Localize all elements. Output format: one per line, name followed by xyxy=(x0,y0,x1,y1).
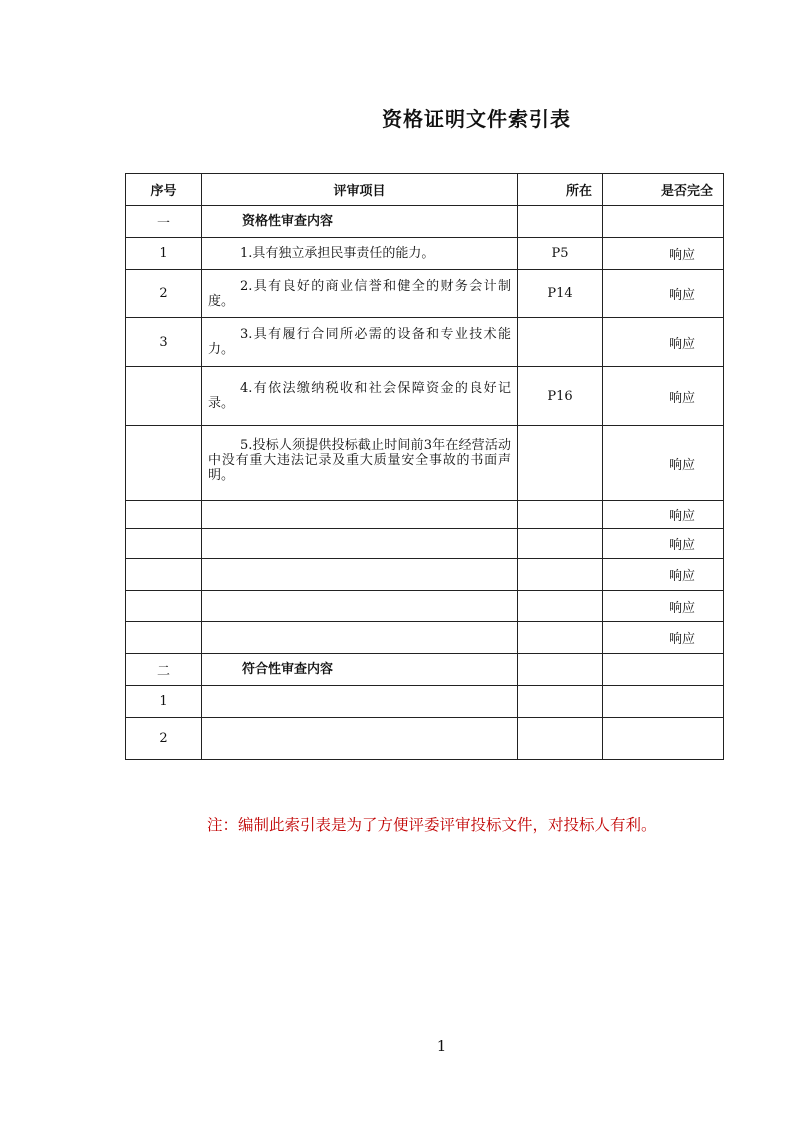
row-location xyxy=(518,686,603,718)
row-num: 1 xyxy=(126,238,202,270)
row-num: 2 xyxy=(126,270,202,318)
header-item: 评审项目 xyxy=(202,174,518,206)
row-item: 5.投标人须提供投标截止时间前3年在经营活动中没有重大违法记录及重大质量安全事故的书面声明。 xyxy=(202,426,518,501)
row-location: P5 xyxy=(518,238,603,270)
row-location xyxy=(518,718,603,760)
row-location xyxy=(518,426,603,501)
row-response: 响应 xyxy=(603,238,724,270)
row-location xyxy=(518,622,603,654)
row-item: 3.具有履行合同所必需的设备和专业技术能力。 xyxy=(202,318,518,367)
row-location xyxy=(518,559,603,591)
table-row xyxy=(126,238,724,270)
row-num xyxy=(126,501,202,529)
page-number: 1 xyxy=(436,1037,447,1055)
row-num xyxy=(126,559,202,591)
row-num xyxy=(126,367,202,426)
row-response: 响应 xyxy=(603,529,724,559)
row-num xyxy=(126,622,202,654)
row-response: 响应 xyxy=(603,559,724,591)
row-item: 1.具有独立承担民事责任的能力。 xyxy=(202,238,518,270)
table-row xyxy=(126,591,724,622)
row-location xyxy=(518,591,603,622)
row-location xyxy=(518,501,603,529)
section-complete xyxy=(603,654,724,686)
footnote: 注：编制此索引表是为了方便评委评审投标文件，对投标人有利。 xyxy=(207,816,657,834)
row-response xyxy=(603,686,724,718)
header-location: 所在 xyxy=(518,174,603,206)
row-location xyxy=(518,529,603,559)
table-row xyxy=(126,686,724,718)
section-row-2 xyxy=(126,654,724,686)
row-item xyxy=(202,686,518,718)
section-row-1 xyxy=(126,206,724,238)
row-response xyxy=(603,718,724,760)
row-response: 响应 xyxy=(603,367,724,426)
row-num: 2 xyxy=(126,718,202,760)
row-num: 1 xyxy=(126,686,202,718)
table-header-row xyxy=(126,174,724,206)
row-response: 响应 xyxy=(603,591,724,622)
header-complete: 是否完全 xyxy=(603,174,724,206)
row-response: 响应 xyxy=(603,501,724,529)
row-item xyxy=(202,591,518,622)
row-response: 响应 xyxy=(603,622,724,654)
section-label: 符合性审查内容 xyxy=(202,654,518,686)
row-item xyxy=(202,529,518,559)
page-title: 资格证明文件索引表 xyxy=(382,107,571,131)
row-response: 响应 xyxy=(603,318,724,367)
table-row xyxy=(126,501,724,529)
table-row xyxy=(126,718,724,760)
table-row xyxy=(126,367,724,426)
section-num: 一 xyxy=(126,206,202,238)
table-row xyxy=(126,318,724,367)
table-row xyxy=(126,622,724,654)
row-response: 响应 xyxy=(603,270,724,318)
row-num xyxy=(126,426,202,501)
section-location xyxy=(518,654,603,686)
table-row xyxy=(126,426,724,501)
row-location xyxy=(518,318,603,367)
row-location: P16 xyxy=(518,367,603,426)
row-item xyxy=(202,622,518,654)
row-item xyxy=(202,559,518,591)
row-item: 2.具有良好的商业信誉和健全的财务会计制度。 xyxy=(202,270,518,318)
section-num: 二 xyxy=(126,654,202,686)
section-location xyxy=(518,206,603,238)
table-row xyxy=(126,529,724,559)
section-complete xyxy=(603,206,724,238)
index-table xyxy=(125,173,724,760)
table-row xyxy=(126,270,724,318)
header-num: 序号 xyxy=(126,174,202,206)
row-num xyxy=(126,529,202,559)
row-location: P14 xyxy=(518,270,603,318)
table-row xyxy=(126,559,724,591)
row-item xyxy=(202,718,518,760)
row-response: 响应 xyxy=(603,426,724,501)
section-label: 资格性审查内容 xyxy=(202,206,518,238)
row-num: 3 xyxy=(126,318,202,367)
row-item xyxy=(202,501,518,529)
row-num xyxy=(126,591,202,622)
row-item: 4.有依法缴纳税收和社会保障资金的良好记录。 xyxy=(202,367,518,426)
